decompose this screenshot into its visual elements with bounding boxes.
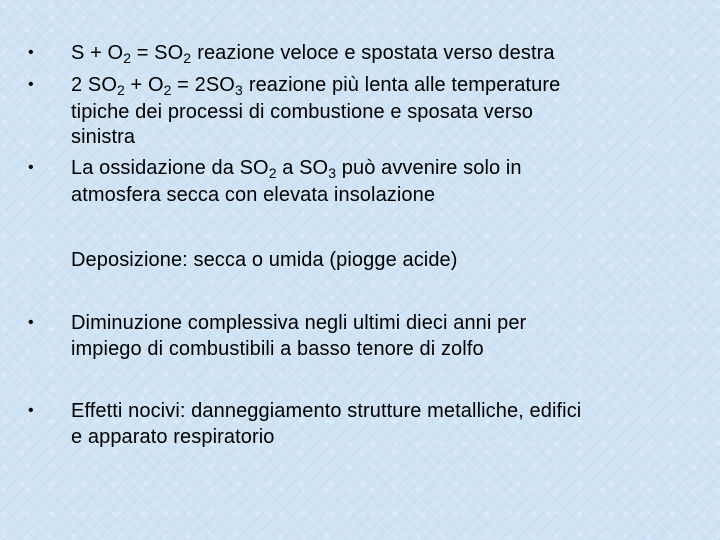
subscript: 3 — [234, 82, 243, 98]
equation-part: = SO — [131, 42, 184, 64]
deposition-line: Deposizione: secca o umida (piogge acide) — [71, 249, 458, 271]
bullet-marker: • — [28, 402, 34, 419]
equation-part: + O — [124, 74, 164, 96]
bullet-4-line-1: Diminuzione complessiva negli ultimi dieci anni per — [71, 312, 527, 334]
equation-part: = 2SO — [171, 74, 235, 96]
text-part: La ossidazione da SO — [71, 157, 269, 179]
subscript: 2 — [183, 50, 192, 66]
bullet-marker: • — [28, 44, 34, 61]
equation-part: S + O — [71, 42, 124, 64]
text-part: a SO — [276, 157, 329, 179]
bullet-5-line-2: e apparato respiratorio — [71, 426, 275, 448]
bullet-3-line-1 — [71, 156, 522, 180]
subscript: 3 — [328, 165, 337, 181]
text-part: può avvenire solo in — [336, 157, 522, 179]
bullet-3-line-2: atmosfera secca con elevata insolazione — [71, 184, 436, 206]
bullet-1-text: reazione veloce e spostata verso destra — [197, 42, 555, 64]
bullet-2-line-3: sinistra — [71, 126, 136, 148]
bullet-2-line-1 — [71, 73, 560, 97]
equation-part: 2 SO — [71, 74, 117, 96]
bullet-2-line-2: tipiche dei processi di combustione e sposata verso — [71, 101, 534, 123]
subscript: 2 — [123, 50, 132, 66]
bullet-4-line-2: impiego di combustibili a basso tenore di zolfo — [71, 338, 484, 360]
subscript: 2 — [116, 82, 125, 98]
bullet-marker: • — [28, 76, 34, 93]
bullet-2-text: reazione più lenta alle temperature — [248, 74, 561, 96]
bullet-marker: • — [28, 314, 34, 331]
subscript: 2 — [163, 82, 172, 98]
bullet-marker: • — [28, 159, 34, 176]
subscript: 2 — [268, 165, 277, 181]
bullet-1-line-1 — [71, 41, 555, 65]
bullet-5-line-1: Effetti nocivi: danneggiamento strutture metalliche, edifici — [71, 400, 582, 422]
